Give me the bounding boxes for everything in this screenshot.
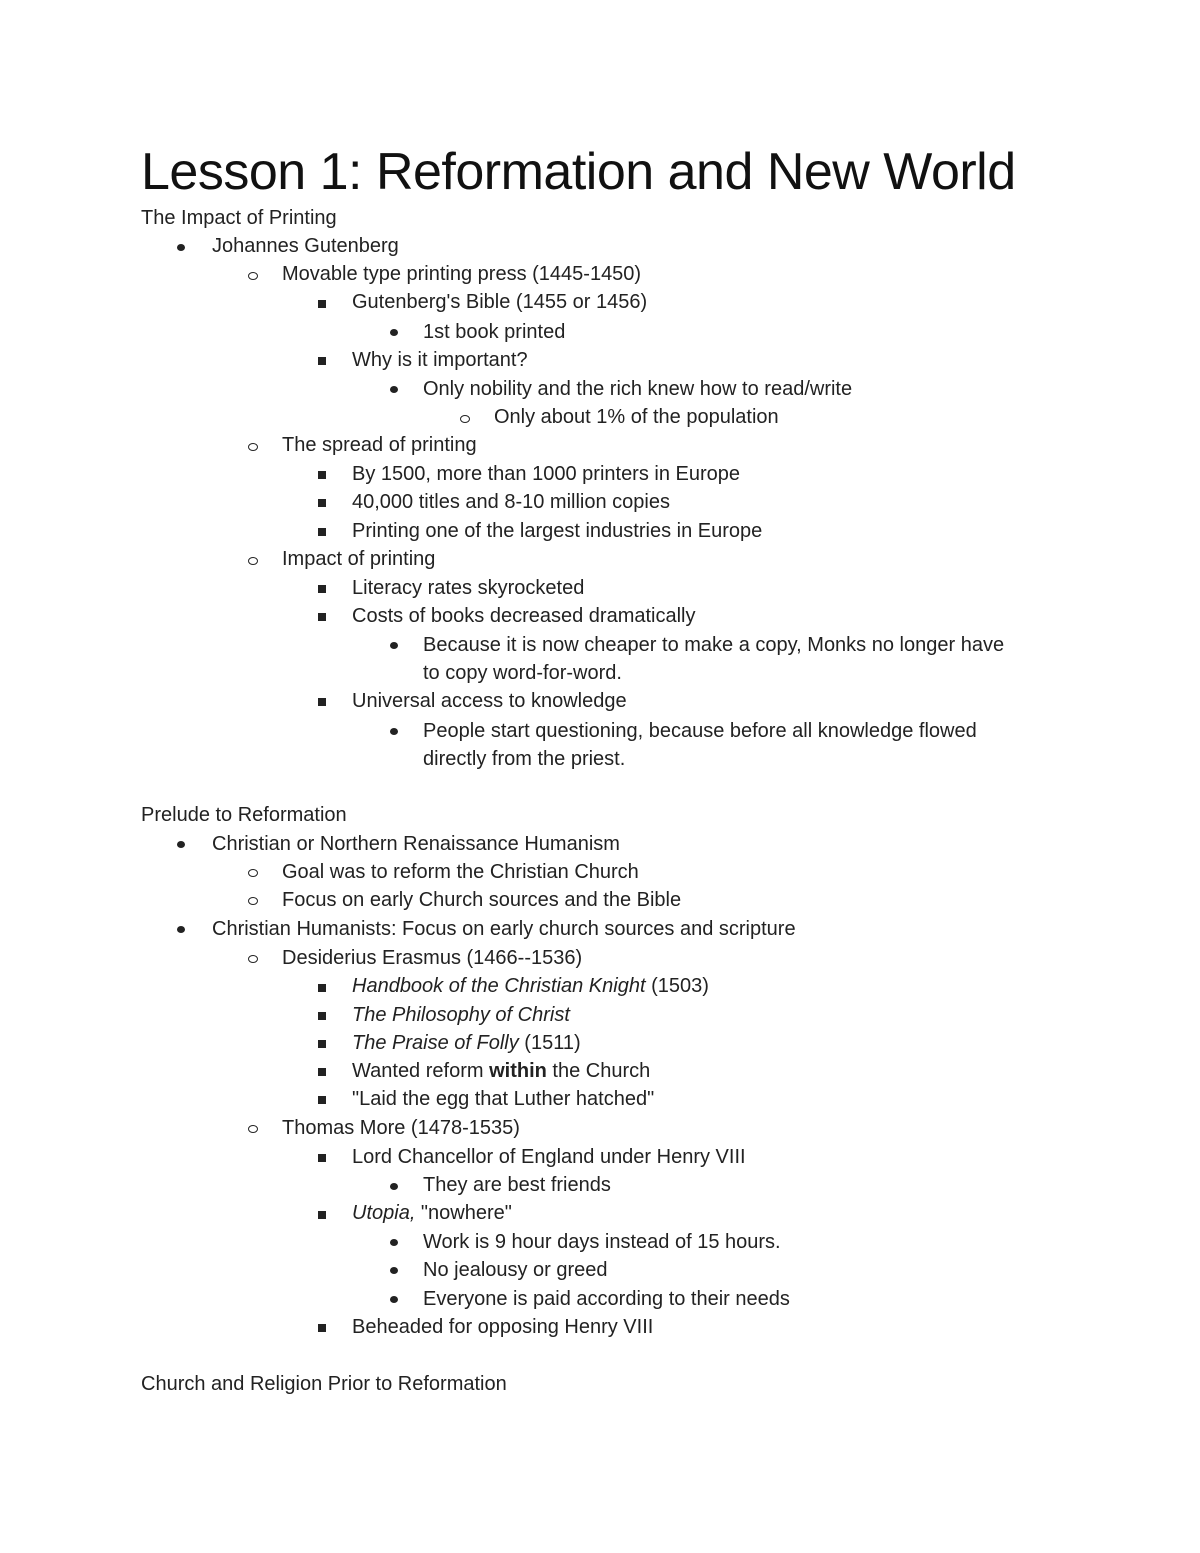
bullet-circle-icon	[460, 415, 470, 423]
bullet-square-icon	[318, 1324, 326, 1332]
list-item: Everyone is paid according to their needs	[423, 1288, 790, 1310]
bullet-disc-icon	[390, 329, 398, 336]
section-heading-church: Church and Religion Prior to Reformation	[141, 1373, 507, 1395]
bullet-square-icon	[318, 1012, 326, 1020]
list-item: Gutenberg's Bible (1455 or 1456)	[352, 291, 648, 313]
bullet-square-icon	[318, 528, 326, 536]
list-item: Beheaded for opposing Henry VIII	[352, 1316, 654, 1338]
bullet-square-icon	[318, 613, 326, 621]
bullet-square-icon	[318, 698, 326, 706]
list-item: Printing one of the largest industries in Europe	[352, 520, 763, 542]
emphasis-within: within	[489, 1060, 547, 1082]
bullet-square-icon	[318, 1096, 326, 1104]
list-item: Lord Chancellor of England under Henry VIII	[352, 1146, 746, 1168]
bullet-square-icon	[318, 1040, 326, 1048]
list-item: Universal access to knowledge	[352, 690, 627, 712]
bullet-disc-icon	[390, 728, 398, 735]
bullet-square-icon	[318, 1154, 326, 1162]
list-item: Goal was to reform the Christian Church	[282, 861, 639, 883]
list-item	[352, 1057, 650, 1085]
book-year: (1503)	[645, 975, 709, 997]
list-item: No jealousy or greed	[423, 1259, 608, 1281]
book-title: Utopia,	[352, 1202, 416, 1224]
bullet-circle-icon	[248, 955, 258, 963]
text-run: the Church	[546, 1060, 651, 1082]
list-item: Costs of books decreased dramatically	[352, 605, 696, 627]
book-title: Handbook of the Christian Knight	[352, 975, 646, 997]
list-item: Thomas More (1478-1535)	[282, 1117, 520, 1139]
bullet-circle-icon	[248, 897, 258, 905]
bullet-disc-icon	[390, 386, 398, 393]
list-item: Focus on early Church sources and the Bible	[282, 889, 682, 911]
bullet-circle-icon	[248, 272, 258, 280]
list-item: 40,000 titles and 8-10 million copies	[352, 491, 670, 513]
list-item: Christian Humanists: Focus on early church sources and scripture	[212, 918, 796, 940]
list-item: Literacy rates skyrocketed	[352, 577, 585, 599]
list-item: By 1500, more than 1000 printers in Europe	[352, 463, 741, 485]
section-heading-printing: The Impact of Printing	[141, 207, 337, 229]
bullet-disc-icon	[390, 1183, 398, 1190]
list-item-continuation: to copy word-for-word.	[423, 662, 622, 684]
bullet-square-icon	[318, 357, 326, 365]
list-item: Work is 9 hour days instead of 15 hours.	[423, 1231, 781, 1253]
list-item: Johannes Gutenberg	[212, 235, 399, 257]
list-item: They are best friends	[423, 1174, 611, 1196]
bullet-square-icon	[318, 300, 326, 308]
list-item: People start questioning, because before all knowledge flowed	[423, 720, 977, 742]
list-item: Desiderius Erasmus (1466--1536)	[282, 947, 583, 969]
book-year: (1511)	[518, 1032, 581, 1054]
bullet-circle-icon	[248, 869, 258, 877]
list-item	[352, 1199, 512, 1227]
list-item: Because it is now cheaper to make a copy, Monks no longer have	[423, 634, 1005, 656]
document-title: Lesson 1: Reformation and New World	[141, 143, 1016, 201]
bullet-disc-icon	[390, 1267, 398, 1274]
list-item: Christian or Northern Renaissance Humanism	[212, 833, 620, 855]
bullet-square-icon	[318, 984, 326, 992]
list-item: Movable type printing press (1445-1450)	[282, 263, 642, 285]
section-heading-prelude: Prelude to Reformation	[141, 804, 347, 826]
bullet-square-icon	[318, 1068, 326, 1076]
bullet-square-icon	[318, 471, 326, 479]
list-item: Only about 1% of the population	[494, 406, 779, 428]
text-run: Wanted reform	[352, 1060, 490, 1082]
list-item	[352, 1029, 581, 1057]
bullet-disc-icon	[390, 1296, 398, 1303]
bullet-disc-icon	[177, 841, 185, 848]
list-item: Impact of printing	[282, 548, 436, 570]
bullet-circle-icon	[248, 557, 258, 565]
book-title: The Praise of Folly	[352, 1032, 519, 1054]
book-title: The Philosophy of Christ	[352, 1004, 570, 1026]
bullet-square-icon	[318, 585, 326, 593]
bullet-square-icon	[318, 1211, 326, 1219]
list-item-continuation: directly from the priest.	[423, 748, 626, 770]
list-item: "Laid the egg that Luther hatched"	[352, 1088, 655, 1110]
list-item: Only nobility and the rich knew how to read/write	[423, 378, 853, 400]
bullet-disc-icon	[177, 926, 185, 933]
text-run: "nowhere"	[415, 1202, 512, 1224]
bullet-square-icon	[318, 499, 326, 507]
list-item	[352, 1001, 570, 1029]
bullet-circle-icon	[248, 1125, 258, 1133]
list-item: Why is it important?	[352, 349, 528, 371]
list-item	[352, 972, 709, 1000]
bullet-disc-icon	[177, 244, 185, 251]
list-item: The spread of printing	[282, 434, 477, 456]
list-item: 1st book printed	[423, 321, 566, 343]
bullet-disc-icon	[390, 642, 398, 649]
bullet-disc-icon	[390, 1239, 398, 1246]
bullet-circle-icon	[248, 443, 258, 451]
